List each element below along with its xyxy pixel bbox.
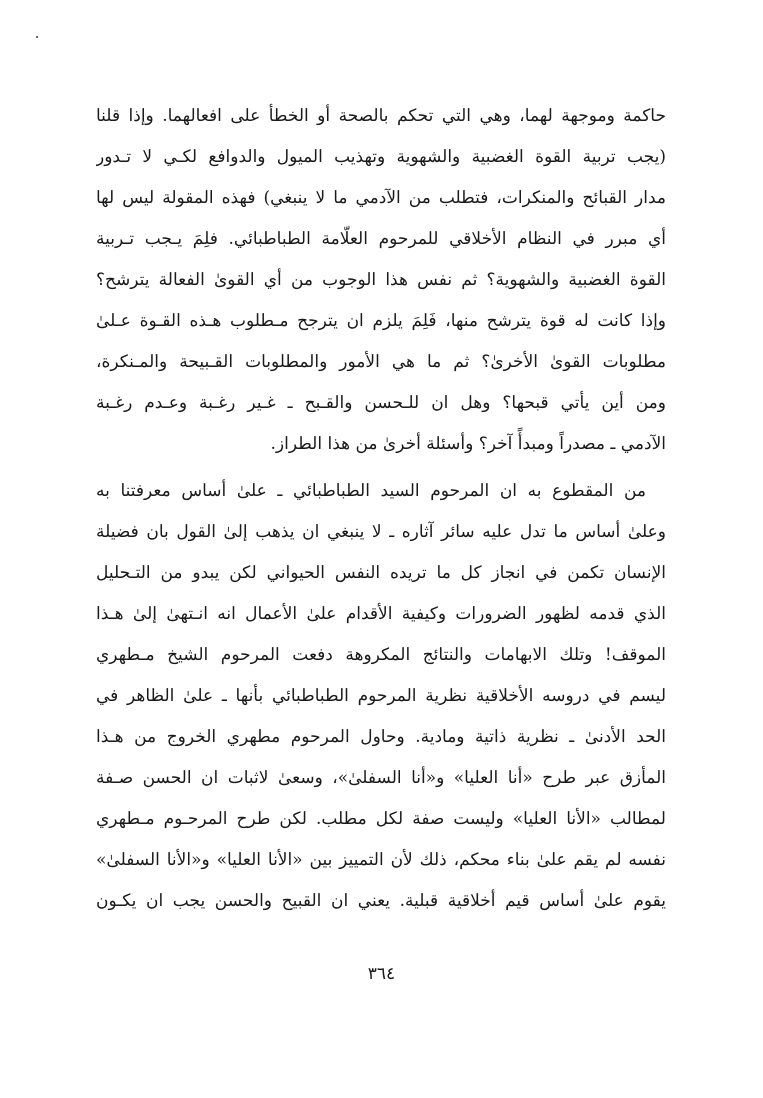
text-line: الحد الأدنىٰ ـ نظرية ذاتية ومادية. وحاول المرحوم مطهري الخروج من هـذا	[96, 727, 666, 747]
text-line: وإذا كانت له قوة يترشح منها، فَلِمَ يلزم ان يترجح مـطلوب هـذه القـوة عـلىٰ	[96, 311, 666, 331]
text-line: المأزق عبر طرح «أنا العليا» و«أنا السفلىٰ»، وسعىٰ لاثبات ان الحسن صـفة	[96, 768, 666, 788]
text-line: أي مبرر في النظام الأخلاقي للمرحوم العلّامة الطباطبائي. فلِمَ يـجب تـربية	[96, 229, 666, 249]
text-line: يقوم علىٰ أساس قيم أخلاقية قبلية. يعني ان القبيح والحسن يجب ان يكـون	[96, 891, 666, 911]
text-line: مطلوبات القوىٰ الأخرىٰ؟ ثم ما هي الأمور والمطلوبات القـبيحة والمـنكرة،	[96, 352, 666, 372]
text-line: (يجب تربية القوة الغضبية والشهوية وتهذيب الميول والدوافع لكـي لا تـدور	[96, 147, 666, 167]
text-line: الموقف! وتلك الابهامات والنتائج المكروهة دفعت المرحوم الشيخ مـطهري	[96, 645, 666, 665]
text-line: ليسم في دروسه الأخلاقية نظرية المرحوم الطباطبائي بأنها ـ علىٰ الظاهر في	[96, 686, 666, 706]
text-line: الإنسان تكمن في انجاز كل ما تريده النفس الحيواني لكن يبدو من التـحليل	[96, 563, 666, 583]
text-line: مدار القبائح والمنكرات، فتطلب من الآدمي ما لا ينبغي) فهذه المقولة ليس لها	[96, 188, 666, 208]
text-line: الذي قدمه لظهور الضرورات وكيفية الأقدام علىٰ الأعمال انه انـتهىٰ إلىٰ هـذا	[96, 604, 666, 624]
text-line: القوة الغضبية والشهوية؟ ثم نفس هذا الوجوب من أي القوىٰ الفعالة يترشح؟	[96, 270, 666, 290]
scan-speck	[36, 36, 38, 38]
text-line: الآدمي ـ مصدراً ومبدأً آخر؟ وأسئلة أخرىٰ من هذا الطراز.	[270, 434, 666, 454]
text-line: من المقطوع به ان المرحوم السيد الطباطبائي ـ علىٰ أساس معرفتنا به	[96, 481, 646, 501]
text-line: ومن أين يأتي قبحها؟ وهل ان للـحسن والقـبح ـ غـير رغـبة وعـدم رغـبة	[96, 393, 666, 413]
text-line: حاكمة وموجهة لهما، وهي التي تحكم بالصحة أو الخطأ على افعالهما. وإذا قلنا	[96, 106, 666, 126]
text-line: لمطالب «الأنا العليا» وليست صفة لكل مطلب. لكن طرح المرحـوم مـطهري	[96, 809, 666, 829]
body-text	[96, 96, 666, 922]
text-line: نفسه لم يقم علىٰ بناء محكم، ذلك لأن التمييز بين «الأنا العليا» و«الأنا السفلىٰ»	[96, 850, 666, 870]
text-line: وعلىٰ أساس ما تدل عليه سائر آثاره ـ لا ينبغي ان يذهب إلىٰ القول بان فضيلة	[96, 522, 666, 542]
page-number: ٣٦٤	[367, 964, 396, 984]
